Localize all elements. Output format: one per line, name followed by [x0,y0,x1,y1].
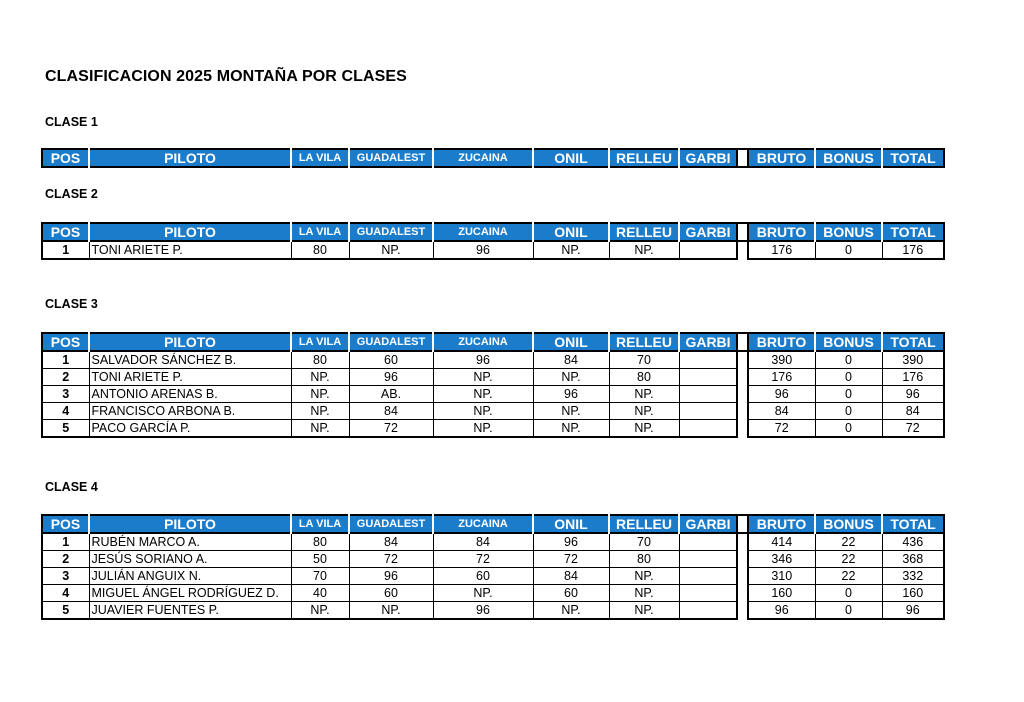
cell-lavila: 80 [291,351,349,369]
cell-zucaina: 96 [433,241,533,259]
cell-total: 72 [882,420,944,438]
cell-total: 176 [882,369,944,386]
header-bonus: BONUS [815,333,882,351]
table-row [42,585,944,602]
cell-total: 368 [882,551,944,568]
column-spacer [737,568,748,585]
clase-label: CLASE 1 [45,115,98,129]
table-row [42,568,944,585]
cell-relleu: 80 [609,369,679,386]
cell-zucaina: NP. [433,386,533,403]
cell-relleu: NP. [609,420,679,438]
cell-bonus: 0 [815,241,882,259]
classification-table [41,332,945,438]
cell-garbi [679,386,737,403]
table-header [42,515,944,533]
table-header [42,333,944,351]
header-guadalest: GUADALEST [349,515,433,533]
header-lavila: LA VILA [291,149,349,167]
cell-onil: NP. [533,403,609,420]
cell-guadalest: 84 [349,403,433,420]
cell-bonus: 22 [815,533,882,551]
column-spacer [737,533,748,551]
page-title: CLASIFICACION 2025 MONTAÑA POR CLASES [45,68,407,85]
cell-relleu: NP. [609,585,679,602]
cell-guadalest: 60 [349,351,433,369]
cell-zucaina: NP. [433,369,533,386]
header-pos: POS [42,149,89,167]
classification-table [41,222,945,260]
cell-onil: 96 [533,533,609,551]
cell-bruto: 310 [748,568,815,585]
cell-onil: NP. [533,369,609,386]
header-piloto: PILOTO [89,149,291,167]
cell-bonus: 0 [815,403,882,420]
table-row [42,351,944,369]
cell-pos: 3 [42,386,89,403]
cell-relleu: 70 [609,533,679,551]
cell-bruto: 72 [748,420,815,438]
column-spacer [737,551,748,568]
cell-pos: 4 [42,585,89,602]
cell-pos: 5 [42,602,89,620]
cell-guadalest: AB. [349,386,433,403]
cell-bruto: 390 [748,351,815,369]
cell-relleu: NP. [609,386,679,403]
header-relleu: RELLEU [609,333,679,351]
header-garbi: GARBI [679,333,737,351]
cell-piloto: JESÚS SORIANO A. [89,551,291,568]
cell-total: 436 [882,533,944,551]
cell-zucaina: 84 [433,533,533,551]
cell-zucaina: NP. [433,420,533,438]
column-spacer [737,515,748,533]
cell-piloto: JUAVIER FUENTES P. [89,602,291,620]
classification-table [41,148,945,168]
cell-piloto: FRANCISCO ARBONA B. [89,403,291,420]
cell-guadalest: 60 [349,585,433,602]
header-piloto: PILOTO [89,333,291,351]
cell-piloto: TONI ARIETE P. [89,241,291,259]
cell-garbi [679,533,737,551]
cell-lavila: 40 [291,585,349,602]
cell-garbi [679,568,737,585]
cell-guadalest: 72 [349,551,433,568]
column-spacer [737,403,748,420]
header-lavila: LA VILA [291,515,349,533]
table-row [42,602,944,620]
header-onil: ONIL [533,515,609,533]
cell-garbi [679,403,737,420]
header-onil: ONIL [533,333,609,351]
header-bonus: BONUS [815,223,882,241]
cell-garbi [679,585,737,602]
table-header [42,149,944,167]
cell-lavila: 80 [291,241,349,259]
cell-lavila: NP. [291,602,349,620]
header-guadalest: GUADALEST [349,223,433,241]
classification-table [41,514,945,620]
cell-garbi [679,351,737,369]
cell-zucaina: 60 [433,568,533,585]
cell-total: 96 [882,602,944,620]
cell-piloto: RUBÉN MARCO A. [89,533,291,551]
clase-label: CLASE 2 [45,187,98,201]
header-pos: POS [42,515,89,533]
cell-pos: 2 [42,369,89,386]
cell-lavila: NP. [291,369,349,386]
cell-bruto: 84 [748,403,815,420]
cell-pos: 5 [42,420,89,438]
cell-bruto: 346 [748,551,815,568]
cell-lavila: NP. [291,403,349,420]
cell-onil: 96 [533,386,609,403]
column-spacer [737,369,748,386]
header-total: TOTAL [882,333,944,351]
cell-bonus: 0 [815,585,882,602]
clase-label: CLASE 3 [45,297,98,311]
cell-bonus: 0 [815,420,882,438]
cell-piloto: TONI ARIETE P. [89,369,291,386]
header-piloto: PILOTO [89,515,291,533]
header-garbi: GARBI [679,515,737,533]
header-relleu: RELLEU [609,149,679,167]
cell-piloto: ANTONIO ARENAS B. [89,386,291,403]
table-row [42,551,944,568]
header-garbi: GARBI [679,149,737,167]
cell-lavila: NP. [291,420,349,438]
column-spacer [737,333,748,351]
cell-pos: 1 [42,533,89,551]
cell-onil: NP. [533,602,609,620]
cell-bonus: 22 [815,568,882,585]
cell-piloto: JULIÁN ANGUIX N. [89,568,291,585]
cell-piloto: MIGUEL ÁNGEL RODRÍGUEZ D. [89,585,291,602]
cell-garbi [679,551,737,568]
cell-bonus: 0 [815,386,882,403]
cell-bruto: 176 [748,369,815,386]
header-bruto: BRUTO [748,149,815,167]
header-total: TOTAL [882,149,944,167]
cell-bruto: 96 [748,386,815,403]
header-pos: POS [42,333,89,351]
header-relleu: RELLEU [609,515,679,533]
table-row [42,369,944,386]
header-bruto: BRUTO [748,223,815,241]
cell-zucaina: NP. [433,585,533,602]
header-relleu: RELLEU [609,223,679,241]
header-bruto: BRUTO [748,333,815,351]
cell-piloto: PACO GARCÍA P. [89,420,291,438]
cell-total: 176 [882,241,944,259]
cell-relleu: 70 [609,351,679,369]
cell-relleu: NP. [609,403,679,420]
cell-bruto: 176 [748,241,815,259]
column-spacer [737,585,748,602]
cell-guadalest: NP. [349,602,433,620]
table-row [42,386,944,403]
header-piloto: PILOTO [89,223,291,241]
cell-guadalest: 96 [349,369,433,386]
cell-total: 96 [882,386,944,403]
cell-pos: 2 [42,551,89,568]
cell-pos: 1 [42,351,89,369]
column-spacer [737,420,748,438]
cell-bruto: 96 [748,602,815,620]
cell-bonus: 0 [815,369,882,386]
cell-relleu: NP. [609,241,679,259]
header-guadalest: GUADALEST [349,149,433,167]
cell-guadalest: 72 [349,420,433,438]
cell-lavila: 50 [291,551,349,568]
cell-pos: 4 [42,403,89,420]
cell-lavila: 70 [291,568,349,585]
cell-onil: 72 [533,551,609,568]
cell-bonus: 0 [815,602,882,620]
table-header [42,223,944,241]
column-spacer [737,241,748,259]
cell-garbi [679,241,737,259]
column-spacer [737,602,748,620]
cell-lavila: 80 [291,533,349,551]
cell-garbi [679,420,737,438]
cell-bonus: 0 [815,351,882,369]
header-lavila: LA VILA [291,333,349,351]
header-zucaina: ZUCAINA [433,333,533,351]
header-guadalest: GUADALEST [349,333,433,351]
cell-onil: 84 [533,351,609,369]
column-spacer [737,386,748,403]
cell-garbi [679,369,737,386]
header-garbi: GARBI [679,223,737,241]
cell-zucaina: NP. [433,403,533,420]
cell-zucaina: 96 [433,351,533,369]
table-row [42,420,944,438]
column-spacer [737,351,748,369]
table-row [42,403,944,420]
header-zucaina: ZUCAINA [433,149,533,167]
cell-total: 390 [882,351,944,369]
cell-relleu: NP. [609,568,679,585]
cell-pos: 3 [42,568,89,585]
cell-total: 332 [882,568,944,585]
header-bonus: BONUS [815,149,882,167]
header-total: TOTAL [882,223,944,241]
column-spacer [737,149,748,167]
cell-guadalest: NP. [349,241,433,259]
header-zucaina: ZUCAINA [433,223,533,241]
cell-zucaina: 96 [433,602,533,620]
table-row [42,241,944,259]
cell-onil: 60 [533,585,609,602]
cell-guadalest: 96 [349,568,433,585]
header-lavila: LA VILA [291,223,349,241]
cell-guadalest: 84 [349,533,433,551]
cell-piloto: SALVADOR SÁNCHEZ B. [89,351,291,369]
cell-onil: NP. [533,420,609,438]
cell-total: 160 [882,585,944,602]
cell-pos: 1 [42,241,89,259]
header-total: TOTAL [882,515,944,533]
header-bonus: BONUS [815,515,882,533]
cell-bruto: 160 [748,585,815,602]
header-pos: POS [42,223,89,241]
header-onil: ONIL [533,223,609,241]
cell-onil: NP. [533,241,609,259]
cell-relleu: NP. [609,602,679,620]
cell-lavila: NP. [291,386,349,403]
table-row [42,533,944,551]
column-spacer [737,223,748,241]
clase-label: CLASE 4 [45,480,98,494]
cell-zucaina: 72 [433,551,533,568]
cell-relleu: 80 [609,551,679,568]
cell-bruto: 414 [748,533,815,551]
cell-onil: 84 [533,568,609,585]
header-bruto: BRUTO [748,515,815,533]
header-zucaina: ZUCAINA [433,515,533,533]
cell-total: 84 [882,403,944,420]
header-onil: ONIL [533,149,609,167]
cell-garbi [679,602,737,620]
cell-bonus: 22 [815,551,882,568]
